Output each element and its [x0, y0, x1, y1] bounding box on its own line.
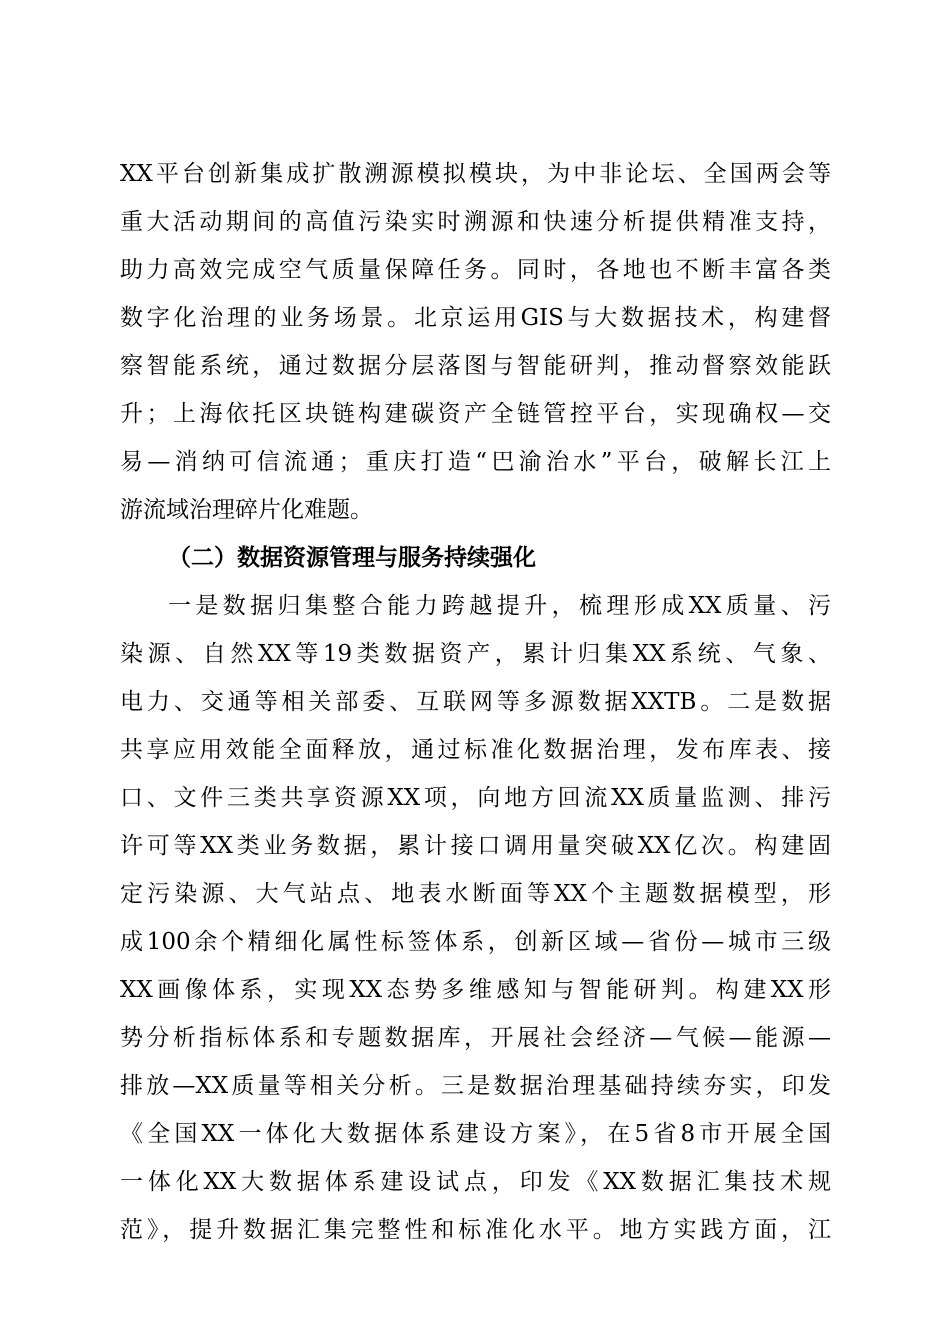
paragraph-1-line-1: XX平台创新集成扩散溯源模拟模块，为中非论坛、全国两会等	[120, 161, 831, 187]
paragraph-1-line-8: 游流域治理碎片化难题。	[120, 497, 373, 523]
paragraph-1-line-6: 升；上海依托区块链构建碳资产全链管控平台，实现确权—交	[120, 401, 831, 427]
paragraph-2-line-3: 电力、交通等相关部委、互联网等多源数据XXTB。二是数据	[120, 689, 831, 715]
paragraph-2-line-10: 势分析指标体系和专题数据库，开展社会经济—气候—能源—	[120, 1025, 831, 1051]
paragraph-2-line-9: XX画像体系，实现XX态势多维感知与智能研判。构建XX形	[120, 977, 831, 1003]
paragraph-1-line-3: 助力高效完成空气质量保障任务。同时，各地也不断丰富各类	[120, 257, 831, 283]
paragraph-1-line-2: 重大活动期间的高值污染实时溯源和快速分析提供精准支持，	[120, 209, 831, 235]
section-heading: （二）数据资源管理与服务持续强化	[168, 545, 536, 571]
paragraph-1-line-4: 数字化治理的业务场景。北京运用GIS与大数据技术，构建督	[120, 305, 831, 331]
paragraph-2-line-11: 排放—XX质量等相关分析。三是数据治理基础持续夯实，印发	[120, 1073, 831, 1099]
paragraph-2-line-5: 口、文件三类共享资源XX项，向地方回流XX质量监测、排污	[120, 785, 831, 811]
paragraph-2-line-2: 染源、自然XX等19类数据资产，累计归集XX系统、气象、	[120, 641, 831, 667]
paragraph-2-line-6: 许可等XX类业务数据，累计接口调用量突破XX亿次。构建固	[120, 833, 831, 859]
paragraph-2-line-14: 范》，提升数据汇集完整性和标准化水平。地方实践方面，江	[120, 1217, 831, 1243]
paragraph-1-line-7: 易—消纳可信流通；重庆打造“巴渝治水”平台，破解长江上	[120, 449, 831, 475]
paragraph-2-line-12: 《全国XX一体化大数据体系建设方案》，在5省8市开展全国	[120, 1121, 831, 1147]
paragraph-2-line-13: 一体化XX大数据体系建设试点，印发《XX数据汇集技术规	[120, 1169, 831, 1195]
paragraph-2-line-7: 定污染源、大气站点、地表水断面等XX个主题数据模型，形	[120, 881, 831, 907]
paragraph-2-line-1: 一是数据归集整合能力跨越提升，梳理形成XX质量、污	[168, 593, 831, 619]
paragraph-2-line-8: 成100余个精细化属性标签体系，创新区域—省份—城市三级	[120, 929, 831, 955]
paragraph-2-line-4: 共享应用效能全面释放，通过标准化数据治理，发布库表、接	[120, 737, 831, 763]
paragraph-1-line-5: 察智能系统，通过数据分层落图与智能研判，推动督察效能跃	[120, 353, 831, 379]
